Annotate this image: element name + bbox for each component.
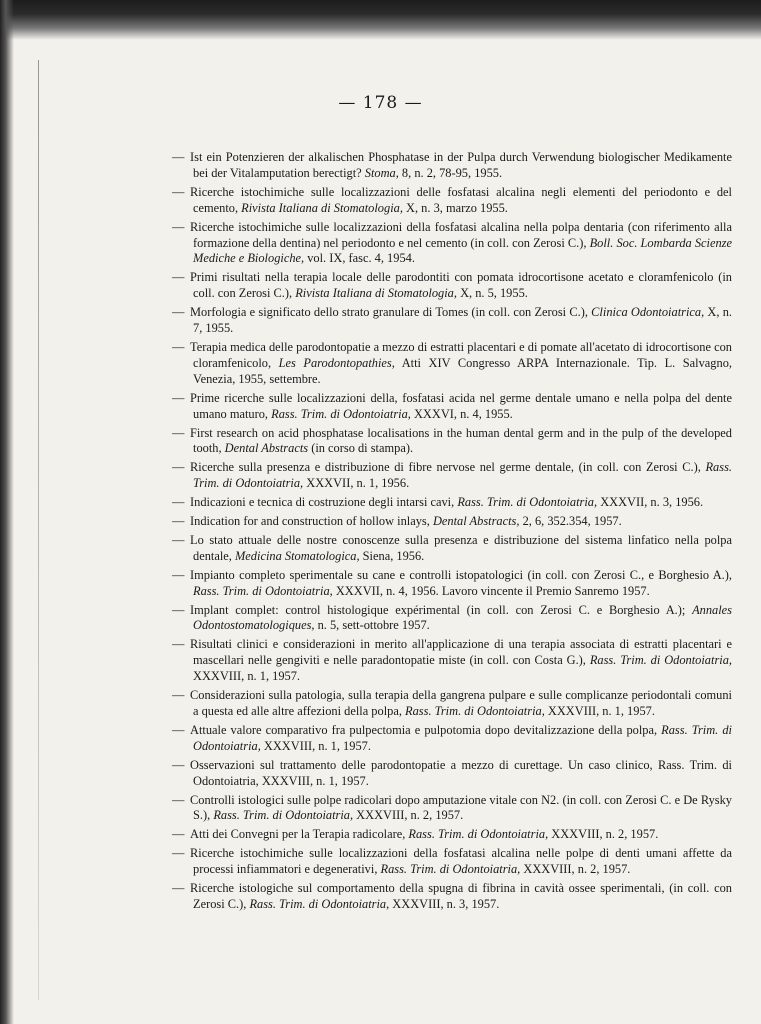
journal-title: Rass. Trim. di Odontoiatria, [405, 704, 545, 718]
entry-dash [172, 150, 190, 166]
entry-dash [172, 270, 190, 286]
journal-title: Stoma, [364, 165, 399, 180]
scan-fold-line [38, 60, 39, 1000]
journal-title: Dental Abstracts [224, 441, 309, 456]
entry-text: Risultati clinici e considerazioni in merito all'applicazione di una terapia associata di estratti placentari e mascellari nelle gengiviti e nelle paradontopatie miste (in coll. con Costa G.), [190, 637, 732, 668]
entry-dash [172, 846, 190, 862]
entry-text: XXXVIII, n. 2, 1957. [353, 808, 464, 823]
page-number: — 178 — [338, 93, 423, 113]
entry-dash [172, 603, 190, 619]
entry-text: XXXVII, n. 1, 1956. [303, 476, 410, 491]
entry-text: Ricerche istochimiche sulle localizzazioni delle fosfatasi alcalina negli elementi del periodonto e del cemento, [190, 184, 732, 215]
entry-text: Osservazioni sul trattamento delle parodontopatie a mezzo di curettage. Un caso clinico, Rass. Trim. di Odontoiatria, XXXVIII, n. 1, 1957. [190, 757, 732, 788]
journal-title: Medicina Stomatologica, [234, 548, 360, 563]
entry-dash [172, 495, 190, 511]
bibliography-entry [172, 185, 732, 217]
bibliography-entry [172, 220, 732, 268]
entry-text: Siena, 1956. [359, 548, 425, 563]
entry-text: Lo stato attuale delle nostre conoscenze sulla presenza e distribuzione del sistema linfatico nella polpa dentale, [190, 532, 732, 563]
bibliography-entry [172, 514, 732, 530]
entry-text: Attuale valore comparativo fra pulpectomia e pulpotomia dopo devitalizzazione della polpa, [190, 722, 662, 737]
entry-dash [172, 688, 190, 704]
bibliography-entry [172, 637, 732, 685]
journal-title: Rass. Trim. di Odontoiatria, [271, 406, 411, 421]
entry-dash [172, 391, 190, 407]
journal-title: Rivista Italiana di Stomatologia, [295, 286, 457, 301]
bibliography-entry [172, 846, 732, 878]
scan-top-edge [0, 0, 761, 40]
entry-text: Implant complet: control histologique expérimental (in coll. con Zerosi C. e Borghesio A.); [190, 602, 693, 617]
bibliography-entry [172, 758, 732, 790]
entry-dash [172, 758, 190, 774]
journal-title: Rass. Trim. di Odontoiatria, [193, 583, 333, 598]
entry-text: Impianto completo sperimentale su cane e controlli istopatologici (in coll. con Zerosi C., e Borghesio A.), [190, 567, 732, 582]
entry-dash [172, 460, 190, 476]
entry-text: First research on acid phosphatase localisations in the human dental germ and in the pulp of the developed tooth, [190, 425, 732, 456]
bibliography-list [172, 150, 732, 916]
journal-title: Rass. Trim. di Odontoiatria, [457, 495, 598, 510]
entry-text: (in corso di stampa). [308, 441, 414, 456]
entry-dash [172, 723, 190, 739]
entry-dash [172, 637, 190, 653]
entry-dash [172, 185, 190, 201]
journal-title: Rass. Trim. di Odontoiatria, [589, 653, 733, 668]
bibliography-entry [172, 426, 732, 458]
bibliography-entry [172, 688, 732, 720]
bibliography-entry [172, 340, 732, 388]
journal-title: Clinica Odontoiatrica, [591, 305, 705, 320]
bibliography-entry [172, 150, 732, 182]
entry-text: Controlli istologici sulle polpe radicolari dopo amputazione vitale con N2. (in coll. con Zerosi C. e De Rysky S.), [190, 792, 732, 823]
journal-title: Rass. Trim. di Odontoiatria, [249, 896, 390, 911]
journal-title: Rivista Italiana di Stomatologia, [241, 200, 403, 215]
bibliography-entry [172, 793, 732, 825]
journal-title: Rass. Trim. di Odontoiatria, [193, 722, 732, 753]
journal-title: Dental Abstracts, [432, 514, 520, 529]
entry-dash [172, 881, 190, 897]
entry-text: XXXVIII, n. 1, 1957. [260, 738, 371, 753]
entry-text: Morfologia e significato dello strato granulare di Tomes (in coll. con Zerosi C.), [190, 305, 592, 320]
journal-title: Rass. Trim. di Odontoiatria, [408, 827, 549, 842]
bibliography-entry [172, 460, 732, 492]
journal-title: Rass. Trim. di Odontoiatria, [213, 808, 354, 823]
journal-title: Boll. Soc. Lombarda Scienze Mediche e Biologiche, [193, 235, 732, 266]
entry-dash [172, 305, 190, 321]
entry-text: Considerazioni sulla patologia, sulla terapia della gangrena pulpare e sulle complicanze periodontali comuni a questa ed alle altre affezioni della polpa, [190, 688, 732, 718]
entry-dash [172, 827, 190, 843]
entry-text: X, n. 7, 1955. [193, 305, 733, 336]
entry-text: Indicazioni e tecnica di costruzione degli intarsi cavi, [190, 495, 458, 510]
entry-text: XXXVIII, n. 2, 1957. [520, 862, 631, 877]
entry-dash [172, 533, 190, 549]
entry-text: Atti XIV Congresso ARPA Internazionale. Tip. L. Salvagno, Venezia, 1955, settembre. [193, 355, 732, 386]
entry-text: XXXVIII, n. 1, 1957. [193, 669, 301, 684]
journal-title: Rass. Trim. di Odontoiatria, [380, 862, 521, 877]
entry-text: Ricerche istologiche sul comportamento della spugna di fibrina in cavità ossee sperimentali, (in coll. con Zerosi C.), [190, 881, 732, 911]
entry-dash [172, 426, 190, 442]
entry-dash [172, 568, 190, 584]
bibliography-entry [172, 723, 732, 755]
entry-text: Atti dei Convegni per la Terapia radicolare, [190, 827, 409, 842]
entry-text: Primi risultati nella terapia locale delle parodontiti con pomata idrocortisone acetato e cloramfenicolo (in coll. con Zerosi C.), [190, 270, 732, 301]
entry-text: XXXVIII, n. 2, 1957. [548, 827, 659, 842]
entry-text: XXXVIII, n. 3, 1957. [389, 896, 500, 911]
entry-dash [172, 220, 190, 236]
entry-text: Ist ein Potenzieren der alkalischen Phosphatase in der Pulpa durch Verwendung biologischer Medikamente bei der Vitalamputation berectigt? [190, 150, 732, 180]
entry-text: X, n. 5, 1955. [456, 286, 528, 301]
entry-text: Ricerche sulla presenza e distribuzione di fibre nervose nel germe dentale, (in coll. con Zerosi C.), [190, 460, 706, 475]
entry-dash [172, 340, 190, 356]
bibliography-entry [172, 391, 732, 423]
entry-text: n. 5, sett-ottobre 1957. [314, 618, 430, 633]
entry-text: X, n. 3, marzo 1955. [402, 200, 508, 215]
journal-title: Rass. Trim. di Odontoiatria, [193, 460, 732, 491]
entry-text: Prime ricerche sulle localizzazioni della, fosfatasi acida nel germe dentale umano e nella polpa del dente umano maturo, [190, 390, 732, 421]
bibliography-entry [172, 305, 732, 337]
bibliography-entry [172, 827, 732, 843]
bibliography-entry [172, 270, 732, 302]
entry-dash [172, 793, 190, 809]
journal-title: Annales Odontostomatologiques, [193, 602, 732, 633]
entry-text: Ricerche istochimiche sulle localizzazioni della fosfatasi alcalina nella polpa dentaria (con riferimento alla formazione della dentina) nel periodonto e nel cemento (in coll. con Zerosi C.), [190, 219, 732, 250]
entry-text: Terapia medica delle parodontopatie a mezzo di estratti placentari e di pomate all'acetato di idrocortisone con cloramfenicolo, [190, 339, 732, 370]
bibliography-entry [172, 603, 732, 635]
entry-text: vol. IX, fasc. 4, 1954. [304, 251, 415, 266]
entry-text: XXXVIII, n. 1, 1957. [544, 704, 655, 718]
scan-left-edge [0, 0, 14, 1024]
entry-text: XXXVI, n. 4, 1955. [410, 406, 513, 421]
entry-text: XXXVII, n. 4, 1956. Lavoro vincente il Premio Sanremo 1957. [332, 583, 650, 598]
entry-dash [172, 514, 190, 530]
bibliography-entry [172, 533, 732, 565]
journal-title: Les Parodontopathies, [278, 355, 395, 370]
entry-text: Indication for and construction of hollow inlays, [190, 514, 433, 529]
entry-text: 8, n. 2, 78-95, 1955. [398, 165, 503, 180]
bibliography-entry [172, 568, 732, 600]
bibliography-entry [172, 495, 732, 511]
entry-text: XXXVII, n. 3, 1956. [597, 495, 704, 510]
bibliography-entry [172, 881, 732, 913]
entry-text: Ricerche istochimiche sulle localizzazioni della fosfatasi alcalina nelle polpe di denti umani affette da processi infiammatori e degenerativi, [190, 846, 732, 877]
entry-text: 2, 6, 352.354, 1957. [519, 514, 622, 529]
